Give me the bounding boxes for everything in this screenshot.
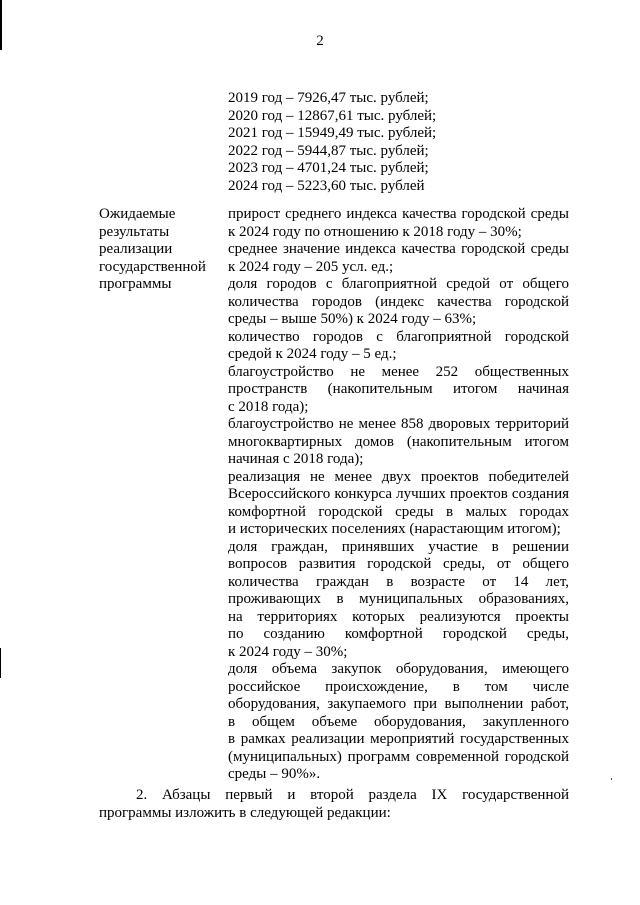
results-line: комфортной городской среды в малых городах	[228, 503, 569, 520]
results-line: и исторических поселениях (нарастающим итогом);	[228, 521, 561, 537]
paragraph-2-number: 2.	[136, 787, 148, 803]
results-line: благоустройство не менее 252 общественных	[228, 363, 569, 380]
results-line: среды – 90%».	[228, 766, 321, 782]
budget-line: 2023 год – 4701,24 тыс. рублей;	[228, 160, 429, 176]
results-line: по созданию комфортной городской среды,	[228, 626, 569, 642]
paragraph-2-word: и	[287, 787, 296, 803]
results-line: реализация не менее двух проектов победителей	[228, 468, 569, 485]
results-line: пространств (накопительным итогом начиная	[228, 381, 569, 397]
expected-results-text	[228, 206, 569, 784]
label-line: реализации	[99, 241, 173, 257]
results-line: количества граждан в возрасте от 14 лет,	[228, 573, 569, 590]
label-line: государственной	[99, 258, 206, 275]
results-line: на территориях которых реализуются проекты	[228, 608, 569, 625]
results-line: в общем объеме оборудования, закупленного	[228, 713, 569, 730]
results-line: доля объема закупок оборудования, имеющего	[228, 661, 569, 677]
paragraph-2-word: государственной	[462, 787, 569, 803]
results-line: среднее значение индекса качества городской среды	[228, 241, 569, 257]
scan-dot	[611, 778, 612, 780]
results-line: оборудования, закупаемого при выполнении работ,	[228, 696, 569, 712]
results-line: средой к 2024 году – 5 ед.;	[228, 346, 397, 362]
results-line: к 2024 году – 205 усл. ед.;	[228, 258, 394, 275]
results-line: с 2018 года);	[228, 398, 309, 415]
budget-line: 2022 год – 5944,87 тыс. рублей;	[228, 142, 429, 159]
paragraph-2-word: второй	[310, 787, 354, 803]
paragraph-2-word: раздела	[368, 787, 417, 803]
paragraph-2	[99, 786, 569, 822]
label-line: результаты	[99, 223, 170, 240]
label-line: программы	[99, 276, 172, 292]
budget-line: 2024 год – 5223,60 тыс. рублей	[228, 177, 425, 194]
results-line: Всероссийского конкурса лучших проектов создания	[228, 486, 569, 502]
label-line: Ожидаемые	[99, 206, 176, 222]
results-line: количества городов (индекс качества городской	[228, 293, 569, 310]
scan-edge-mark	[0, 648, 1, 678]
page-number: 2	[316, 33, 324, 49]
results-line: в рамках реализации мероприятий государственных	[228, 731, 569, 747]
budget-line: 2021 год – 15949,49 тыс. рублей;	[228, 125, 437, 141]
results-line: доля городов с благоприятной средой от общего	[228, 276, 569, 292]
paragraph-2-line-1	[99, 786, 569, 804]
expected-results-label	[99, 206, 224, 294]
results-line: к 2024 году – 30%;	[228, 643, 348, 660]
budget-line: 2020 год – 12867,61 тыс. рублей;	[228, 107, 437, 124]
results-line: доля граждан, принявших участие в решении	[228, 538, 569, 555]
results-line: прирост среднего индекса качества городской среды	[228, 206, 569, 222]
paragraph-2-word: Абзацы	[162, 787, 211, 803]
results-line: вопросов развития городской среды, от общего	[228, 556, 569, 572]
results-line: многоквартирных домов (накопительным итогом	[228, 433, 569, 450]
results-line: среды – выше 50%) к 2024 году – 63%;	[228, 311, 477, 327]
scan-edge-mark	[0, 0, 2, 50]
results-line: начиная с 2018 года);	[228, 451, 364, 467]
budget-by-year	[228, 90, 588, 195]
results-line: проживающих в муниципальных образованиях,	[228, 591, 569, 607]
results-line: количество городов с благоприятной городской	[228, 328, 569, 345]
results-line: российское происхождение, в том числе	[228, 678, 569, 695]
paragraph-2-word: первый	[225, 787, 273, 803]
paragraph-2-line-2: программы изложить в следующей редакции:	[99, 805, 391, 821]
budget-line: 2019 год – 7926,47 тыс. рублей;	[228, 90, 429, 106]
paragraph-2-word: IX	[431, 787, 448, 803]
results-line: благоустройство не менее 858 дворовых территорий	[228, 416, 569, 432]
results-line: к 2024 году по отношению к 2018 году – 30%;	[228, 223, 522, 240]
results-line: (муниципальных) программ современной городской	[228, 748, 569, 765]
